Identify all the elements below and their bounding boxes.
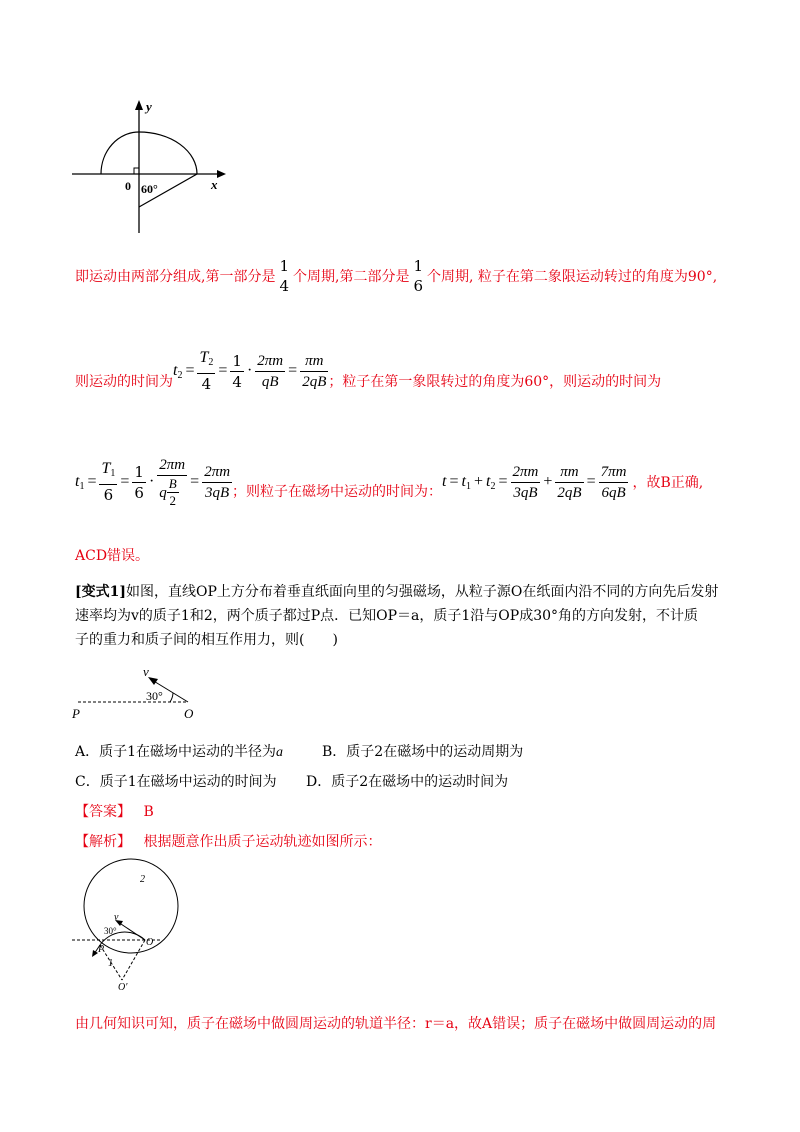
sub: 1 [79,480,85,492]
sub: 2 [177,369,183,381]
figure-3 [70,858,190,993]
den: 6 [413,277,423,295]
variant-line-1 [75,580,718,604]
text: ；则粒子在磁场中运动的时间为： [232,484,443,500]
num: B [168,476,177,491]
den: 4 [232,372,242,391]
num: πm [555,462,583,483]
frac-2pim-qB2 [157,455,187,509]
solution-line-4: ACD错误。 [75,548,150,564]
figure-2 [70,660,210,725]
text: 个周期,第二部分是 [293,269,410,285]
answer [75,802,154,822]
num: 2πm [511,462,541,483]
t1 [75,473,84,492]
variant-line-2: 速率均为v的质子1和2，两个质子都过P点．已知OP＝a，质子1沿与OP成30°角的方向发射，不计质 [75,608,699,624]
num: 1 [134,462,144,481]
den: 3qB [205,484,230,501]
answer-label: 【答案】 [75,804,131,820]
sum-frac-2 [555,462,583,503]
text: 则运动的时间为 [75,374,173,390]
solution-line-1 [75,256,717,296]
P-label: P [72,706,80,721]
den: 6 [103,486,114,504]
fraction-quarter [277,256,291,296]
sub: 2 [208,357,214,368]
angle-label: 30° [146,689,163,703]
angle-label: 60° [141,182,158,196]
solution-line-3: $t_1$ = $\frac{T_1}{6}$ = $\frac{1}{6}$ · 2πm q $\frac{B}{2}$ = $\frac{2\pi m}{3qB}$ ；则粒子在磁场中运动的时间为： t = $t_1$ + $t_2$ = $\frac{2\pi m}{3qB}$ + $\frac{\pi m}{2qB}$ = $\frac{7\pi m}{6qB}$ ，故B正确, [75,457,704,508]
num: 1 [279,257,289,275]
frac-T1-6 [99,459,117,505]
solution-line-2: 则运动的时间为 $t_2$ = $\frac{T_2}{4}$ = $\frac{1}{4}$ · $\frac{2\pi m}{qB}$ = $\frac{\pi m}{2qB}$ ；粒子在第一象限转过的角度为60°，则运动的时间为 [75,349,662,393]
sub: 1 [465,480,471,492]
option-A[interactable] [75,742,283,763]
q: q [159,484,167,501]
frac-2pim-3qB [202,462,232,503]
frac-pim-2qB [300,351,328,392]
den: 6qB [601,484,626,501]
t: t [442,473,447,490]
answer-value: B [143,804,154,820]
den [157,476,187,509]
option-C[interactable]: C．质子1在磁场中运动的时间为 [75,774,277,790]
variant-tag: [变式1] [75,584,126,600]
analysis-label: 【解析】 [75,834,131,850]
num: 1 [413,257,423,275]
num [99,459,117,485]
analysis-text: 根据题意作出质子运动轨迹如图所示： [143,834,382,850]
text: 个周期, 粒子在第二象限运动转过的角度为90°, [427,269,718,285]
v-label: v [114,912,119,923]
sub: 2 [490,480,496,492]
num: 7πm [599,462,629,483]
Oprime-label: O′ [118,982,128,993]
sym: t [75,472,80,490]
sym: T [101,460,111,477]
final-line: 由几何知识可知，质子在磁场中做圆周运动的轨道半径：r＝a，故A错误；质子在磁场中做圆周运动的周 [75,1016,717,1032]
O-label: O [146,937,154,948]
t2b [486,473,495,492]
sub: 1 [110,468,116,479]
option-B[interactable]: B．质子2在磁场中的运动周期为 [322,744,524,760]
text: 如图，直线OP上方分布着垂直纸面向里的匀强磁场，从粒子源O在纸面内沿不同的方向先后发射 [126,584,719,600]
label-1: 1 [108,958,113,969]
num: πm [300,351,328,372]
text: A．质子1在磁场中运动的半径为 [75,744,277,760]
sum-frac-3 [599,462,629,503]
sym: t [173,361,178,379]
num [197,348,215,374]
sym: t [461,472,466,490]
y-axis-label: y [146,99,152,114]
frac-B-2 [167,476,179,509]
t2 [173,362,182,381]
frac-T2-4 [197,348,215,394]
num: 2πm [255,351,285,372]
fraction-sixth [411,256,425,296]
x-axis-label: x [211,177,218,192]
sym: t [486,472,491,490]
den: 2qB [302,373,327,390]
variant-line-3: 子的重力和质子间的相互作用力，则( ) [75,632,338,648]
origin-label: 0 [125,179,131,193]
figure-1-trajectory [70,95,230,235]
option-D[interactable]: D．质子2在磁场中的运动时间为 [306,774,509,790]
text: ，故B正确, [632,475,704,491]
den: qB [261,373,279,390]
num: 2πm [202,462,232,483]
analysis [75,832,381,852]
var: a [276,745,284,760]
v-label: v [143,664,149,679]
num: 1 [232,351,242,370]
den: 4 [279,277,289,295]
den: 4 [201,375,212,393]
den: 2 [169,493,177,508]
angle-label: 30° [104,926,117,936]
frac-1-6 [132,462,146,503]
frac-2pim-qB [255,351,285,392]
text: 即运动由两部分组成,第一部分是 [75,269,276,285]
den: 6 [134,483,144,502]
label-2: 2 [140,874,145,885]
variant-question [75,580,718,652]
P-label: P [98,944,105,955]
O-label: O [184,706,194,721]
text: ；粒子在第一象限转过的角度为60°，则运动的时间为 [328,374,662,390]
t1b [462,473,471,492]
sum-frac-1 [511,462,541,503]
den: 3qB [513,484,538,501]
sym: T [199,349,209,366]
num: 2πm [157,455,187,476]
frac-1-4 [230,351,244,392]
den: 2qB [557,484,582,501]
